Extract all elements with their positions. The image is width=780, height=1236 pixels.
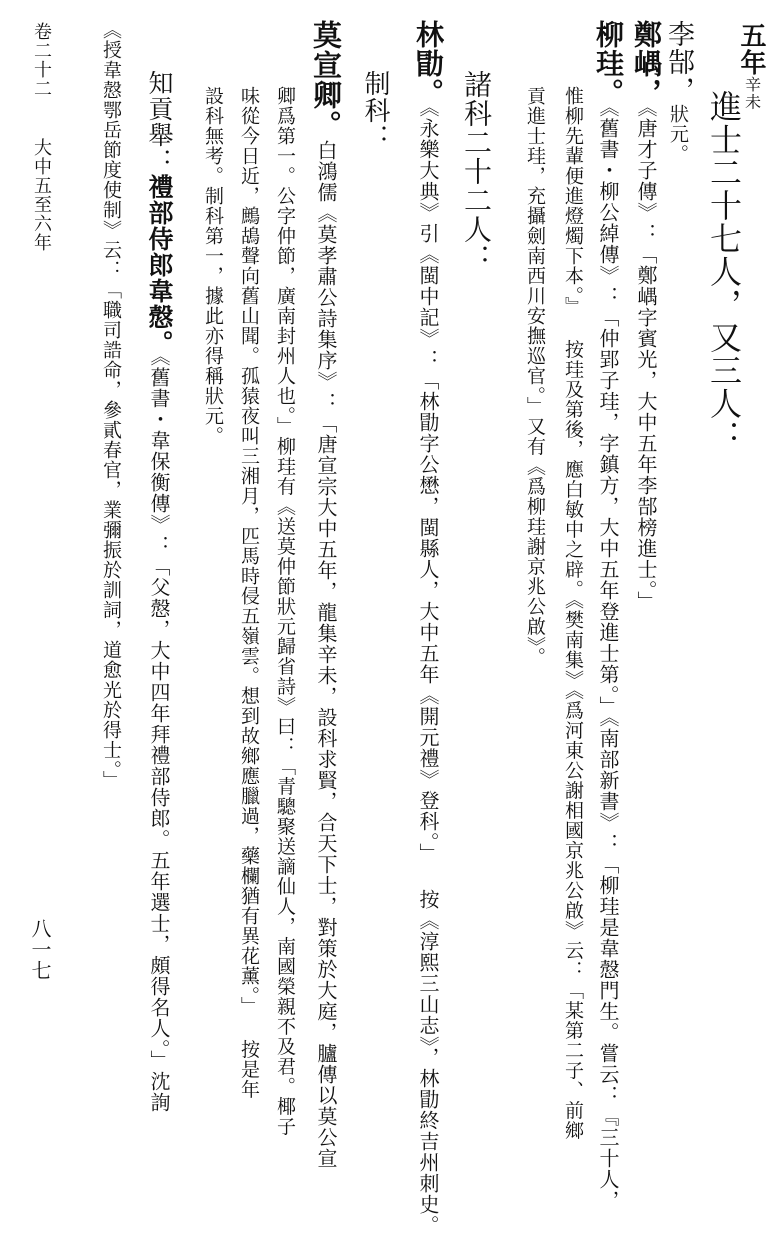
liu-gui-line3: 貢進士珪，充攝劍南西川安撫巡官。」又有《爲柳珪謝京兆公啟》。 bbox=[524, 86, 546, 667]
entry-zhigongju-line1 bbox=[147, 70, 172, 1113]
mo-xuanqing-name: 莫宣卿。 bbox=[309, 20, 343, 140]
lin-xu-name: 林勖。 bbox=[412, 20, 445, 107]
mo-line3: 味從今日近，鷓鴣聲向舊山聞。孤猿夜叫三湘月，匹馬時侵五嶺雲。想到故鄉應臘過，藥欄猶有異花薰。」 按是年 bbox=[238, 86, 260, 1100]
mo-line2: 卿爲第一。公字仲節，廣南封州人也。」柳珪有《送莫仲節狀元歸省詩》曰：「青驄聚送謫仙人，南國榮親不及君。椰子 bbox=[274, 86, 296, 1137]
entry-lin-xu bbox=[412, 20, 445, 1236]
entry-mo-line1 bbox=[309, 20, 343, 1169]
volume-label: 卷二十二 bbox=[31, 22, 52, 98]
zhigongju-label: 知貢舉： bbox=[145, 70, 174, 174]
zheng-yu-name: 鄭嵎， bbox=[630, 20, 663, 107]
liu-gui-name: 柳珪。 bbox=[592, 20, 625, 107]
page-number: 八一七 bbox=[28, 918, 52, 981]
zhigongju-line1: 《舊書・韋保衡傳》：「父慤，大中四年拜禮部侍郎。五年選士，頗得名人。」沈詢 bbox=[147, 356, 171, 1113]
zheng-yu-text: 《唐才子傳》：「鄭嵎字賓光，大中五年李郜榜進士。」 bbox=[634, 107, 658, 612]
mo-line4: 設科無考。制科第一，據此亦得稱狀元。 bbox=[202, 86, 224, 446]
year-range-label: 大中五至六年 bbox=[31, 138, 52, 252]
entry-zheng-yu bbox=[630, 20, 663, 612]
zhuke-heading: 諸科二十二人： bbox=[460, 70, 493, 273]
zhike-heading: 制科： bbox=[360, 70, 390, 151]
liu-gui-line1: 《舊書・柳公綽傳》：「仲郢子珪，字鎮方，大中五年登進士第。」《南部新書》：「柳珪是韋慤門生。嘗云：『三十人， bbox=[596, 107, 620, 1211]
entry-li-bu bbox=[665, 20, 692, 164]
mo-line1: 白鴻儒《莫孝肅公詩集序》：「唐宣宗大中五年，龍集辛未，設科求賢，合天下士，對策於大庭，臚傳以莫公宣 bbox=[314, 140, 338, 1169]
zhigongju-line2: 《授韋慤鄂岳節度使制》云：「職司誥命，參貳春官，業彌振於訓詞，道愈光於得士。」 bbox=[100, 20, 122, 791]
li-bu-note: 狀元。 bbox=[667, 104, 689, 164]
year-label: 五年 bbox=[736, 22, 766, 76]
entry-liu-gui-line1 bbox=[592, 20, 625, 1211]
zhigongju-name: 禮部侍郎韋慤。 bbox=[145, 174, 174, 356]
lin-xu-text: 《永樂大典》引《閩中記》：「林勖字公懋，閩縣人，大中五年《開元禮》登科。」 按《淳熙三山志》，林勖終吉州刺史。 bbox=[416, 107, 440, 1236]
jinshi-count: 進士二十七人，又三人： bbox=[705, 90, 743, 453]
ganzhi-label: 辛未 bbox=[742, 76, 761, 111]
liu-gui-line2: 惟柳先輩便進燈燭下本。』 按珪及第後，應白敏中之辟。《樊南集》《爲河東公謝相國京兆公啟》云：「某第二子、前鄉 bbox=[562, 86, 584, 1141]
li-bu-name: 李郜， bbox=[663, 20, 694, 104]
